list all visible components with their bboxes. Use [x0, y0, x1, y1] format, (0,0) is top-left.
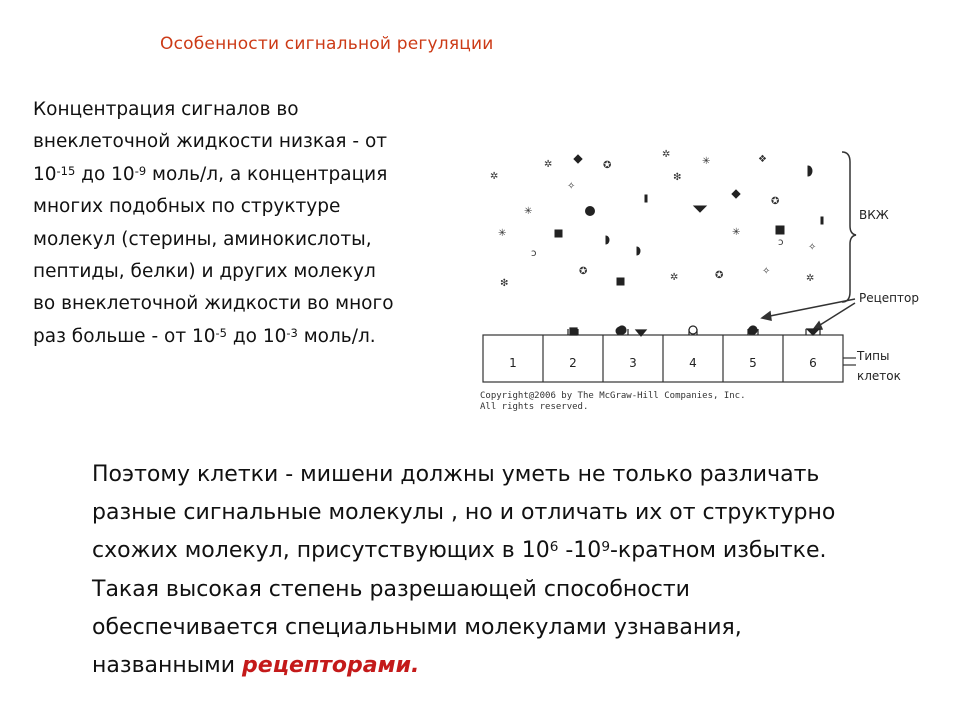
main-line: обеспечивается специальными молекулами узнавания, [92, 614, 742, 640]
cell-types-label: клеток [857, 369, 901, 383]
exponent: -9 [134, 163, 147, 178]
intro-line: молекул (стерины, аминокислоты, [33, 228, 372, 250]
molecule-asterisk-icon: ✳ [702, 156, 711, 167]
bound-triangle-icon [807, 329, 819, 335]
exponent: -3 [286, 325, 298, 340]
molecule-diamond-icon [574, 155, 582, 163]
intro-line [33, 321, 453, 353]
text-fragment: схожих молекул, присутствующих в 10 [92, 538, 550, 564]
intro-line: многих подобных по структуре [33, 196, 341, 218]
bound-circle-icon [618, 326, 626, 334]
text-fragment: моль/л. [297, 325, 376, 347]
molecule-flake-icon: ❇ [500, 278, 509, 289]
cell-label: 6 [809, 356, 817, 370]
text-fragment: названными [92, 653, 243, 679]
text-fragment: -кратном избытке. [609, 538, 827, 564]
text-fragment: до 10 [75, 163, 135, 185]
receptor-pointers [762, 299, 855, 330]
molecule-flake-icon: ❇ [673, 172, 682, 183]
molecule-star-icon: ✲ [670, 272, 679, 283]
main-line: Такая высокая степень разрешающей способности [92, 576, 690, 602]
molecule-asterisk-icon: ✳ [524, 206, 533, 217]
molecule-bar-icon [821, 217, 823, 224]
main-line [92, 532, 952, 570]
molecule-star-icon: ✲ [662, 149, 671, 160]
copyright-text: Copyright@2006 by The McGraw-Hill Companies, Inc. [480, 391, 746, 401]
text-fragment: -10 [558, 538, 602, 564]
slide-title: Особенности сигнальной регуляции [160, 34, 494, 54]
molecule-sparkle-icon: ✧ [808, 242, 817, 253]
main-line: разные сигнальные молекулы , но и отличать их от структурно [92, 500, 836, 526]
molecule-hook-icon: ↄ [778, 237, 784, 248]
molecule-square-icon [555, 230, 562, 237]
intro-line: внеклеточной жидкости низкая - от [33, 131, 388, 153]
molecule-asterisk-icon: ✳ [732, 227, 741, 238]
text-fragment: раз больше - от 10 [33, 325, 216, 347]
molecule-triangle-icon [694, 206, 706, 212]
text-fragment: 10 [33, 163, 57, 185]
intro-line [33, 159, 453, 191]
cell-label: 1 [509, 356, 517, 370]
molecule-glyphs [490, 149, 816, 289]
molecule-square-icon [617, 278, 624, 285]
bound-circle-icon [749, 326, 757, 334]
signaling-figure [470, 140, 950, 420]
cell-types-label: Типы [857, 349, 890, 363]
molecule-star-icon: ✲ [490, 171, 499, 182]
molecule-half-icon [637, 247, 640, 255]
molecule-cog-icon: ✪ [715, 270, 724, 281]
molecule-cog-icon: ✪ [579, 266, 588, 277]
exponent: 6 [549, 539, 559, 556]
cell-label: 2 [569, 356, 577, 370]
main-line: Поэтому клетки - мишени должны уметь не только различать [92, 462, 820, 487]
cell-diagram [470, 140, 950, 420]
exponent: 9 [601, 539, 610, 556]
main-line [92, 647, 952, 685]
empty-receptor-icon [689, 326, 697, 334]
molecule-half-icon [606, 236, 609, 244]
intro-line: пептиды, белки) и других молекул [33, 261, 376, 283]
molecule-asterisk-icon: ✳ [498, 228, 507, 239]
molecule-hook-icon: ↄ [531, 248, 537, 259]
cell-label: 5 [749, 356, 757, 370]
keyword-receptors: рецепторами. [242, 653, 420, 679]
molecule-circle-icon [586, 207, 595, 216]
molecule-cog-icon: ✪ [603, 160, 612, 171]
molecule-sparkle-icon: ✧ [762, 266, 771, 277]
intro-text [33, 94, 453, 353]
exponent: -15 [56, 163, 76, 178]
molecule-cross-icon: ❖ [758, 154, 767, 165]
text-fragment: моль/л, а концентрация [146, 163, 388, 185]
cell-label: 4 [689, 356, 697, 370]
molecule-square-icon [776, 226, 784, 234]
ecf-label: ВКЖ [859, 208, 889, 222]
molecule-star-icon: ✲ [806, 273, 815, 284]
exponent: -5 [215, 325, 227, 340]
bound-square-icon [570, 328, 577, 335]
main-text [92, 456, 952, 685]
cell-label: 3 [629, 356, 637, 370]
molecule-cog-icon: ✪ [771, 196, 780, 207]
text-fragment: до 10 [226, 325, 287, 347]
intro-line: во внеклеточной жидкости во много [33, 293, 394, 315]
molecule-sparkle-icon: ✧ [567, 181, 576, 192]
copyright-text: All rights reserved. [480, 402, 589, 412]
molecule-bar-icon [645, 195, 647, 202]
molecule-star-icon: ✲ [544, 159, 553, 170]
molecule-diamond-icon [732, 190, 740, 198]
ecf-brace [842, 152, 856, 302]
intro-line: Концентрация сигналов во [33, 99, 299, 120]
molecule-half-icon [808, 166, 812, 176]
receptor-label: Рецептор [859, 291, 919, 305]
